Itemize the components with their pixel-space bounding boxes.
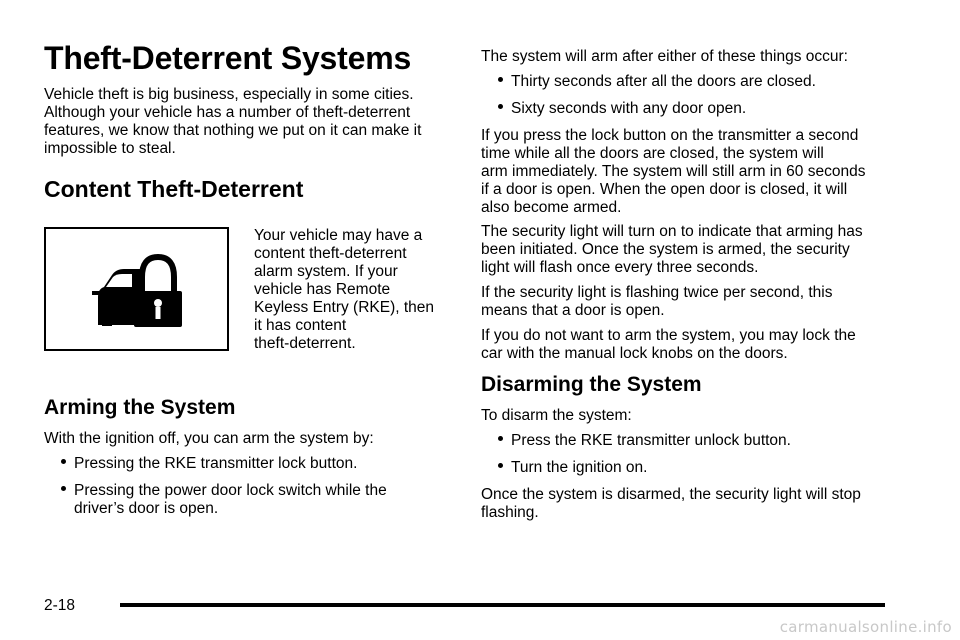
intro-paragraph [44,86,464,158]
paragraph-line: means that a door is open. [481,302,665,319]
paragraph-line: if a door is open. When the open door is closed, it will [481,181,848,198]
disarming-heading: Disarming the System [481,373,702,396]
intro-line: features, we know that nothing we put on it can make it [44,122,422,139]
intro-line: Vehicle theft is big business, especially in some cities. [44,86,414,103]
page-number: 2-18 [44,597,76,614]
content-theft-heading: Content Theft-Deterrent [44,176,304,202]
content-line: Keyless Entry (RKE), then [254,299,435,316]
paragraph-line: The security light will turn on to indicate that arming has [481,223,863,240]
paragraph-line: Once the system is disarmed, the security light will stop [481,486,861,503]
watermark: carmanualsonline.info [779,618,952,636]
arming-lead: With the ignition off, you can arm the system by: [44,430,374,447]
list-item [481,432,951,450]
paragraph-line: also become armed. [481,199,622,216]
disarming-closing [481,486,921,522]
content-line: content theft-deterrent [254,245,407,262]
bullet-text: Press the RKE transmitter unlock button. [511,432,791,449]
content-line: alarm system. If your [254,263,398,280]
security-icon-box [44,227,229,351]
arm-paragraph-2 [481,223,921,277]
bullet-text: Thirty seconds after all the doors are closed. [511,73,816,90]
intro-line: Although your vehicle has a number of theft-deterrent [44,104,411,121]
intro-line: impossible to steal. [44,140,176,157]
arm-after-lead: The system will arm after either of these things occur: [481,48,848,65]
arming-heading: Arming the System [44,396,236,419]
list-item [481,459,951,477]
bullet-text: Sixty seconds with any door open. [511,100,747,117]
paragraph-line: If you do not want to arm the system, you may lock the [481,327,856,344]
list-item [44,482,494,518]
arm-paragraph-3 [481,284,921,320]
bullet-text: Pressing the RKE transmitter lock button. [74,455,358,472]
paragraph-line: arm immediately. The system will still arm in 60 seconds [481,163,866,180]
arm-paragraph-4 [481,327,921,363]
bullet-text: Turn the ignition on. [511,459,648,476]
content-line: vehicle has Remote [254,281,391,298]
content-theft-text [254,227,454,353]
content-line: theft-deterrent. [254,335,356,352]
paragraph-line: If the security light is flashing twice per second, this [481,284,833,301]
page-title: Theft-Deterrent Systems [44,40,412,76]
bullet-text: driver’s door is open. [74,500,219,517]
content-line: Your vehicle may have a [254,227,423,244]
paragraph-line: time while all the doors are closed, the system will [481,145,824,162]
paragraph-line: If you press the lock button on the transmitter a second [481,127,859,144]
paragraph-line: light will flash once every three seconds. [481,259,759,276]
paragraph-line: flashing. [481,504,539,521]
list-item [481,73,951,91]
paragraph-line: been initiated. Once the system is armed, the security [481,241,850,258]
disarming-lead: To disarm the system: [481,407,632,424]
list-item [44,455,494,473]
content-line: it has content [254,317,347,334]
arm-paragraph-1 [481,127,921,217]
footer-rule [120,603,885,607]
list-item [481,100,951,118]
bullet-text: Pressing the power door lock switch while the [74,482,387,499]
paragraph-line: car with the manual lock knobs on the doors. [481,345,788,362]
security-lock-car-icon [92,253,182,327]
